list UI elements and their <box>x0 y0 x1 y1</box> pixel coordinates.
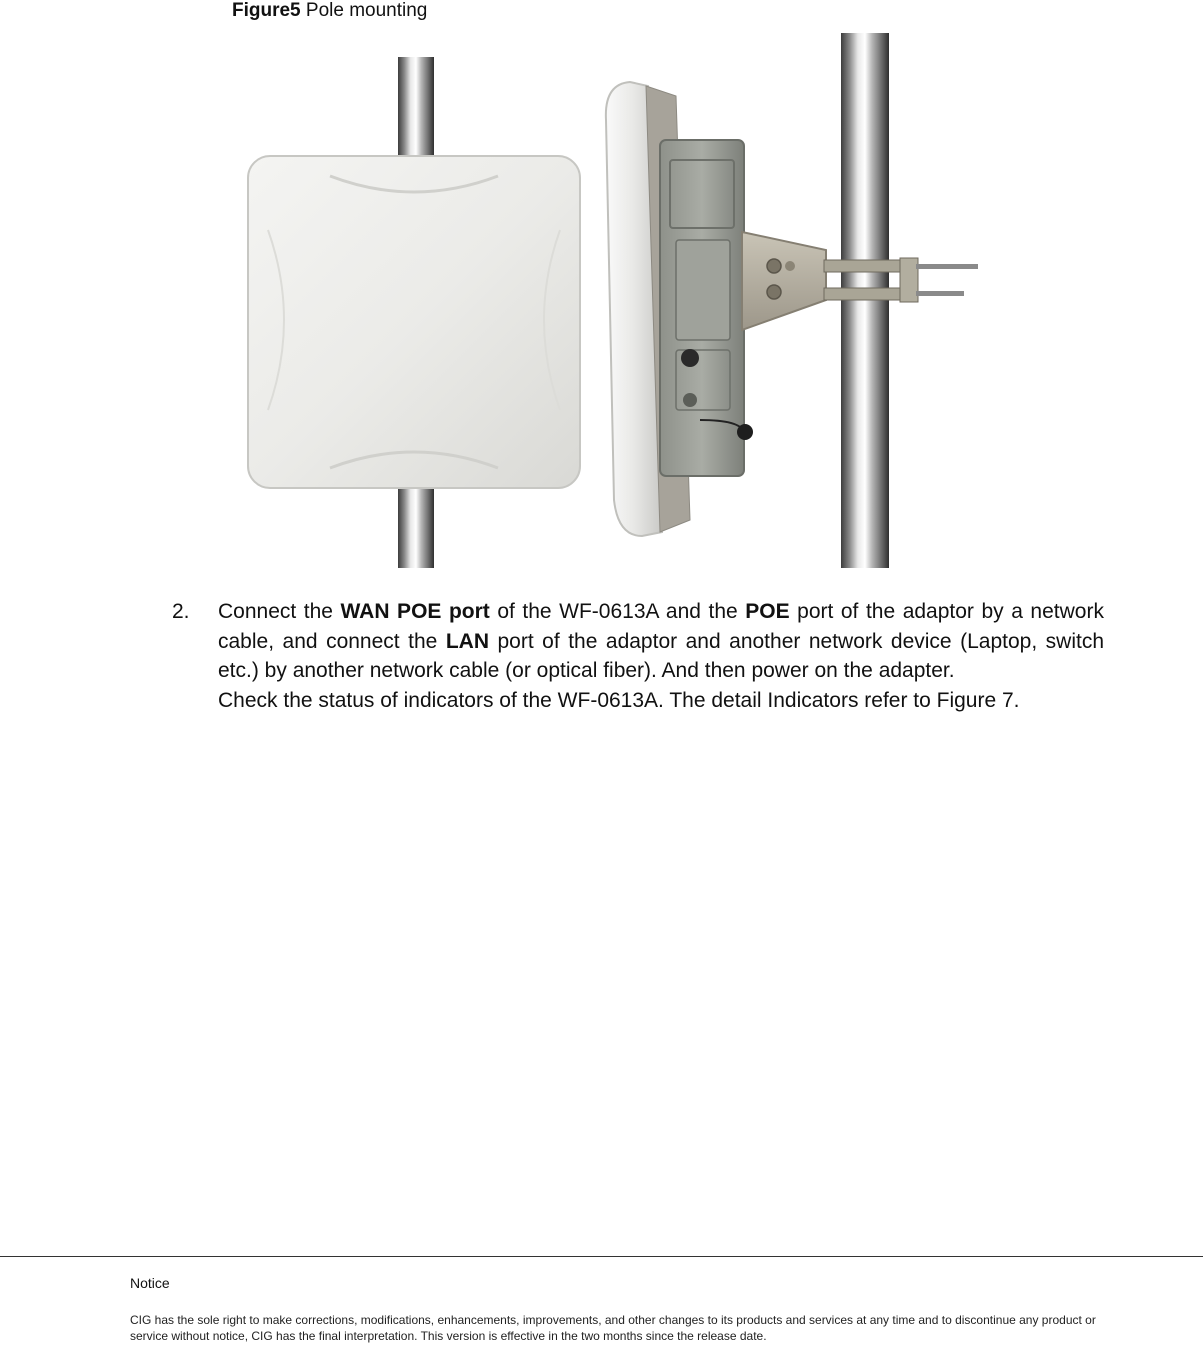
instruction-step <box>172 597 1104 715</box>
poe-label: POE <box>745 600 790 623</box>
step-text-3: port of the adaptor by a network cable, and connect the <box>218 600 1104 653</box>
step-paragraph-check: Check the status of indicators of the WF-0613A. The detail Indicators refer to Figure 7. <box>218 688 1020 712</box>
step-text-4: port of the adaptor and another network device (Laptop, switch etc.) by another network cable (or optical fiber). And then power on the adapter. <box>218 629 1104 682</box>
notice-title: Notice <box>130 1275 170 1291</box>
wan-poe-port-label: WAN POE port <box>340 600 490 623</box>
footer-divider <box>0 1256 1203 1257</box>
antenna-side-view <box>606 82 978 536</box>
step-body <box>218 597 1104 715</box>
step-number: 2. <box>172 600 190 623</box>
antenna-front-view <box>248 156 580 488</box>
step-paragraph-connect <box>218 597 1104 686</box>
step-text-1: Connect the <box>218 600 341 623</box>
lan-label: LAN <box>445 629 489 653</box>
pole-mounting-photo <box>0 0 1203 580</box>
figure-caption-label: Figure5 <box>232 0 301 21</box>
notice-text: CIG has the sole right to make corrections, modifications, enhancements, improvements, and other changes to its products and services at any time and to discontinue any product or service without notice, CIG has the final interpretation. This version is effective in the two months since the release date. <box>130 1313 1096 1343</box>
step-text-2: of the WF-0613A and the <box>489 600 746 623</box>
figure-caption-text: Pole mounting <box>305 0 428 21</box>
